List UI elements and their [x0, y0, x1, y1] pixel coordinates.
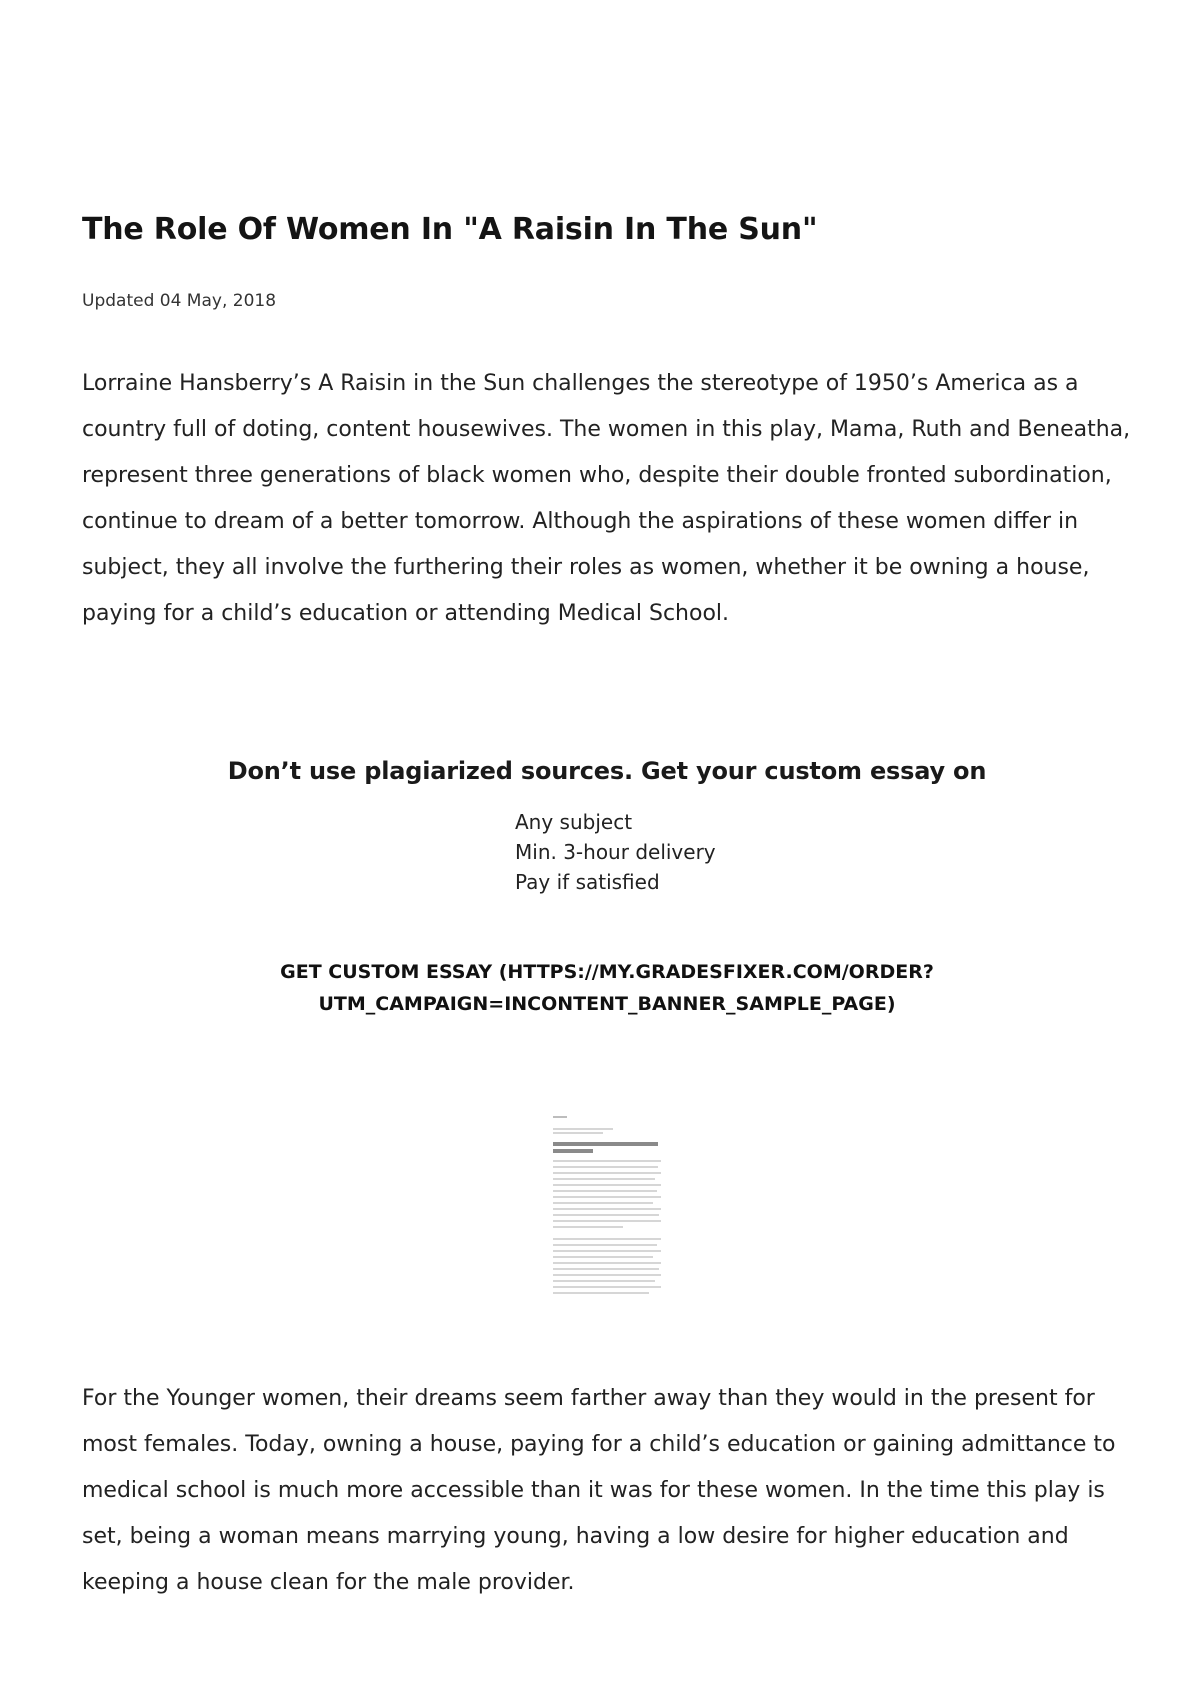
sample-essay-thumbnail	[547, 1112, 671, 1302]
paragraph-1: Lorraine Hansberry’s A Raisin in the Sun challenges the stereotype of 1950’s America as a country full of doting, content housewives. The women in this play, Mama, Ruth and Beneatha, represent three generations of black women who, despite their double fronted subordination, continue to dream of a better tomorrow. Although the aspirations of these women differ in subject, they all involve the furthering their roles as women, whether it be owning a house, paying for a child’s education or attending Medical School.	[82, 371, 1131, 626]
banner-feature-list	[515, 807, 915, 897]
paragraph-2: For the Younger women, their dreams seem farther away than they would in the present for most females. Today, owning a house, paying for a child’s education or gaining admittance to medical school is much more accessible than it was for these women. In the time this play is set, being a woman means marrying young, having a low desire for higher education and keeping a house clean for the male provider.	[82, 1386, 1116, 1595]
banner-feature-item: Pay if satisfied	[515, 870, 660, 894]
banner-feature-item: Any subject	[515, 810, 633, 834]
banner-heading: Don’t use plagiarized sources. Get your custom essay on	[227, 757, 987, 785]
get-custom-essay-link[interactable]: GET CUSTOM ESSAY (HTTPS://MY.GRADESFIXER.COM/ORDER? UTM_CAMPAIGN=INCONTENT_BANNER_SAMPLE_PAGE)	[280, 961, 934, 1015]
updated-date: Updated 04 May, 2018	[82, 291, 277, 311]
page-title: The Role Of Women In "A Raisin In The Sun"	[82, 212, 818, 247]
banner-feature-item: Min. 3-hour delivery	[515, 840, 716, 864]
custom-essay-banner	[82, 757, 1132, 1020]
